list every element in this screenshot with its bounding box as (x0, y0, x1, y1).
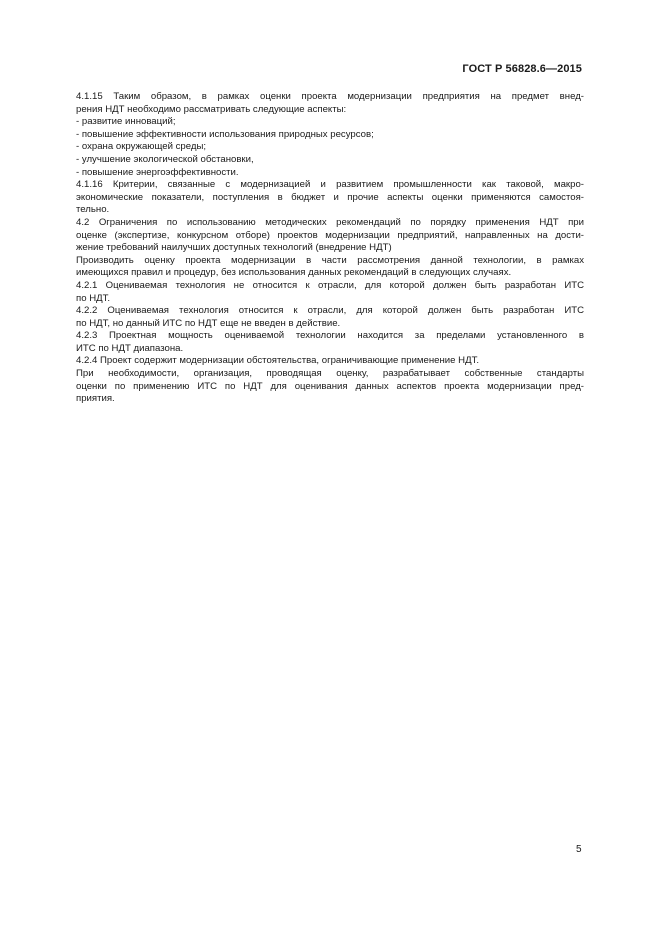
text-line: Производить оценку проекта модернизации в части рассмотрения данной технологии, в рамках (76, 254, 584, 266)
paragraph-4-1-15 (76, 91, 584, 116)
text-line: 4.1.15 Таким образом, в рамках оценки проекта модернизации предприятия на предмет внед- (76, 91, 584, 102)
text-line: жение требований наилучших доступных технологий (внедрение НДТ) (76, 242, 392, 254)
text-line: При необходимости, организация, проводящая оценку, разрабатывает собственные стандарты (76, 368, 584, 380)
text-line: по НДТ, но данный ИТС по НДТ еще не введен в действие. (76, 317, 341, 329)
paragraph-4-2-3 (76, 330, 584, 355)
text-line: 4.2.3 Проектная мощность оцениваемой технологии находится за пределами установленного в (76, 330, 584, 342)
text-line: 4.2 Ограничения по использованию методических рекомендаций по порядку применения НДТ при (76, 216, 584, 228)
paragraph-4-2-4-note (76, 368, 584, 406)
text-line: тельно. (76, 204, 110, 216)
page-number: 5 (576, 844, 582, 855)
paragraph-4-2-intro (76, 255, 584, 280)
list-item: - охрана окружающей среды; (76, 141, 207, 153)
text-line: оценки по применению ИТС по НДТ для оценивания данных аспектов проекта модернизации пред- (76, 380, 584, 392)
text-line: по НДТ. (76, 292, 111, 304)
text-line: 4.2.1 Оцениваемая технология не относится к отрасли, для которой должен быть разработан ИТС (76, 279, 584, 291)
text-line: рения НДТ необходимо рассматривать следующие аспекты: (76, 103, 347, 115)
paragraph-4-2-4 (76, 355, 584, 368)
list-item: - улучшение экологической обстановки, (76, 153, 254, 165)
text-line: имеющихся правил и процедур, без использования данных рекомендаций в следующих случаях. (76, 267, 512, 279)
text-line: экономические показатели, поступления в бюджет и прочие аспекты оценки применяются самостоя- (76, 191, 584, 203)
text-line: ИТС по НДТ диапазона. (76, 342, 184, 354)
text-line: оценке (экспертизе, конкурсном отборе) проектов модернизации предприятий, направленных на дости- (76, 229, 584, 241)
list-item: - развитие инноваций; (76, 116, 176, 128)
aspects-list (76, 116, 584, 179)
document-body (76, 91, 584, 406)
paragraph-4-2-1 (76, 280, 584, 305)
document-header: ГОСТ Р 56828.6—2015 (462, 63, 582, 75)
text-line: 4.2.2 Оцениваемая технология относится к отрасли, для которой должен быть разработан ИТС (76, 305, 584, 317)
paragraph-4-2 (76, 217, 584, 255)
list-item: - повышение эффективности использования природных ресурсов; (76, 128, 374, 140)
text-line: приятия. (76, 393, 115, 405)
paragraph-4-1-16 (76, 179, 584, 217)
list-item: - повышение энергоэффективности. (76, 166, 239, 178)
text-line: 4.2.4 Проект содержит модернизации обстоятельства, ограничивающие применение НДТ. (76, 355, 480, 367)
text-line: 4.1.16 Критерии, связанные с модернизацией и развитием промышленности как таковой, макро- (76, 179, 584, 191)
paragraph-4-2-2 (76, 305, 584, 330)
